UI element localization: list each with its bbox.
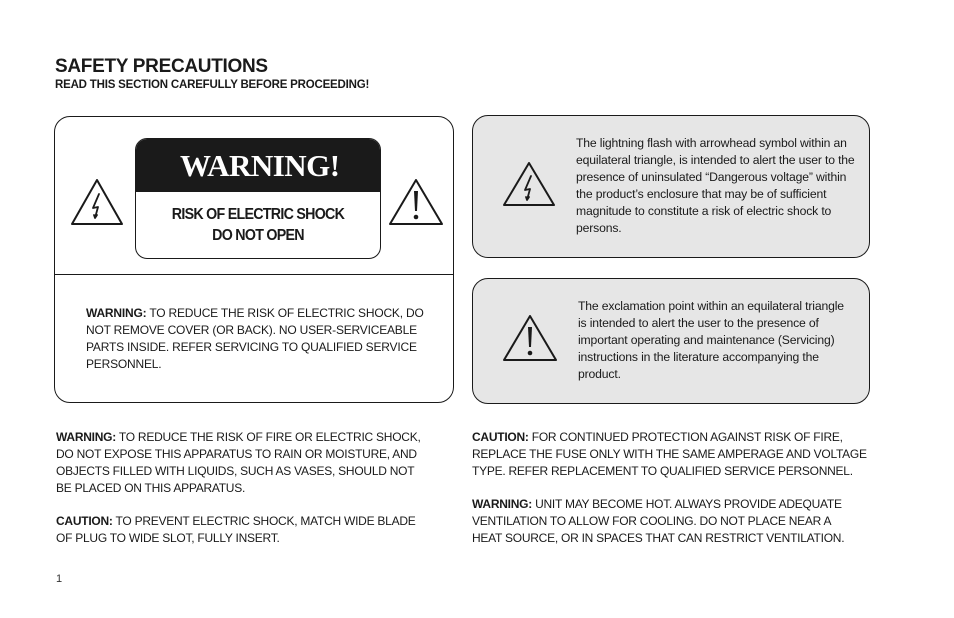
- warning-prefix: WARNING:: [56, 430, 116, 444]
- lightning-info-text: The lightning flash with arrowhead symbol within an equilateral triangle, is intended to alert the user to the presence of uninsulated “Dangerous voltage” within the product’s enclosure that may be of sufficient magnitude to constitute a risk of electric shock to persons.: [576, 136, 855, 235]
- caution-text: TO PREVENT ELECTRIC SHOCK, MATCH WIDE BLADE OF PLUG TO WIDE SLOT, FULLY INSERT.: [56, 514, 416, 545]
- warning-prefix: WARNING:: [472, 497, 532, 511]
- divider: [55, 274, 453, 275]
- warning-text: TO REDUCE THE RISK OF ELECTRIC SHOCK, DO NOT REMOVE COVER (OR BACK). NO USER-SERVICEABLE PARTS INSIDE. REFER SERVICING TO QUALIFIED SERVICE PERSONNEL.: [86, 306, 424, 371]
- exclamation-triangle-icon: [387, 177, 445, 227]
- warning-box-text: [86, 305, 431, 373]
- warning-prefix: WARNING:: [86, 306, 147, 320]
- caution-prefix: CAUTION:: [472, 430, 529, 444]
- lightning-info-box: [472, 115, 870, 258]
- fire-warning-paragraph: [56, 429, 428, 497]
- fuse-caution-paragraph: [472, 429, 872, 480]
- exclamation-info-box: [472, 278, 870, 404]
- exclamation-triangle-icon: [501, 313, 559, 363]
- page-subtitle: READ THIS SECTION CAREFULLY BEFORE PROCEEDING!: [55, 79, 370, 91]
- caution-text: FOR CONTINUED PROTECTION AGAINST RISK OF FIRE, REPLACE THE FUSE ONLY WITH THE SAME AMPERAGE AND VOLTAGE TYPE. REFER REPLACEMENT TO QUALIFIED SERVICE PERSONNEL.: [472, 430, 867, 478]
- warning-label-body: [146, 192, 370, 246]
- heat-warning-paragraph: [472, 496, 862, 547]
- lightning-triangle-icon: [501, 160, 557, 208]
- exclamation-info-text: The exclamation point within an equilateral triangle is intended to alert the user to the presence of important operating and maintenance (Servicing) instructions in the literature accompanying the product.: [578, 299, 844, 381]
- warning-text: TO REDUCE THE RISK OF FIRE OR ELECTRIC SHOCK, DO NOT EXPOSE THIS APPARATUS TO RAIN OR MOISTURE, AND OBJECTS FILLED WITH LIQUIDS, SUCH AS VASES, SHOULD NOT BE PLACED ON THIS APPARATUS.: [56, 430, 421, 495]
- warning-box: [54, 116, 454, 403]
- warning-label-line1: RISK OF ELECTRIC SHOCK: [171, 206, 345, 223]
- warning-heading: WARNING!: [136, 139, 380, 192]
- warning-label: [135, 138, 381, 259]
- lightning-triangle-icon: [69, 177, 125, 227]
- plug-caution-paragraph: [56, 513, 428, 547]
- warning-label-line2: DO NOT OPEN: [212, 227, 304, 244]
- page-title: SAFETY PRECAUTIONS: [55, 56, 268, 77]
- warning-text: UNIT MAY BECOME HOT. ALWAYS PROVIDE ADEQUATE VENTILATION TO ALLOW FOR COOLING. DO NOT PLACE NEAR A HEAT SOURCE, OR IN SPACES THAT CAN RESTRICT VENTILATION.: [472, 497, 845, 545]
- caution-prefix: CAUTION:: [56, 514, 113, 528]
- page-number: 1: [56, 573, 63, 585]
